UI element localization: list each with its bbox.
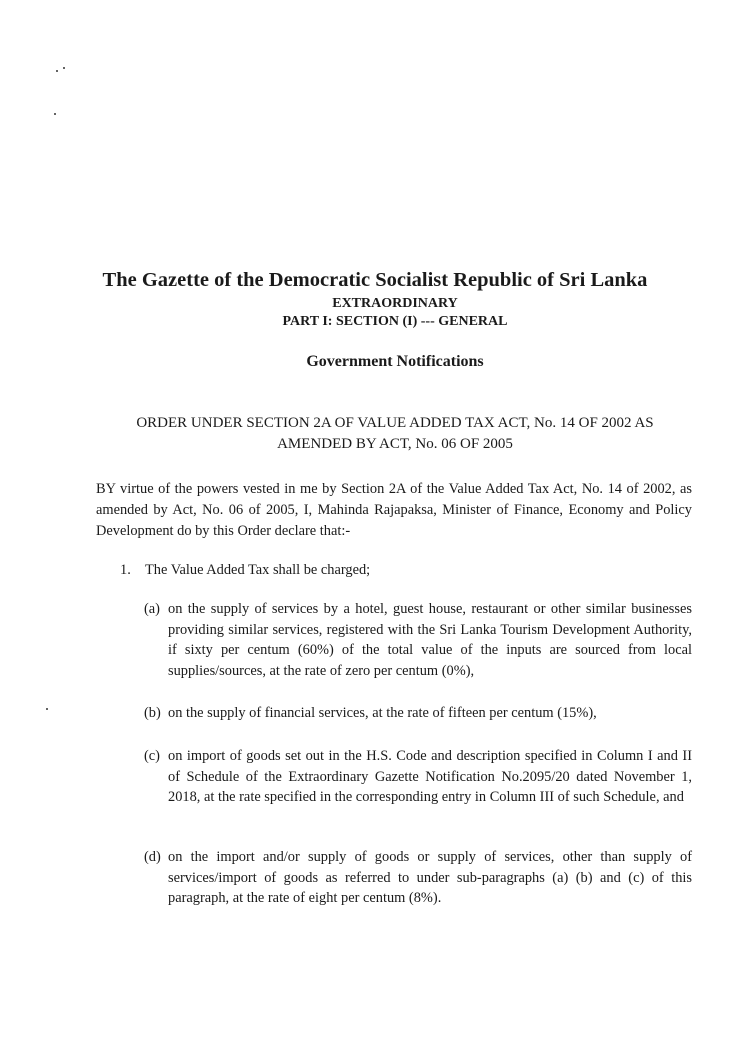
subitem-text: on the supply of services by a hotel, guest house, restaurant or other similar businesses providing similar services, registered with the Sri Lanka Tourism Development Authority, if sixty per centum (60%) of the total value of the inputs are sourced from local supplies/sources, at the rate of zero per centum (0%), bbox=[168, 601, 692, 679]
subitem-c bbox=[144, 746, 692, 808]
item-1 bbox=[120, 560, 370, 581]
subitem-d bbox=[144, 847, 692, 909]
item-1-text: The Value Added Tax shall be charged; bbox=[145, 562, 371, 578]
section-heading: Government Notifications bbox=[306, 353, 484, 370]
scan-speck bbox=[56, 70, 58, 72]
scan-speck bbox=[54, 113, 56, 115]
subitem-text: on the supply of financial services, at the rate of fifteen per centum (15%), bbox=[168, 705, 597, 721]
subitem-label: (d) bbox=[144, 849, 161, 865]
subitem-a bbox=[144, 599, 692, 681]
order-heading bbox=[110, 413, 680, 455]
scan-speck bbox=[63, 67, 65, 69]
scan-speck bbox=[46, 708, 48, 710]
gazette-part-section: PART I: SECTION (I) --- GENERAL bbox=[282, 314, 508, 329]
order-heading-line2: AMENDED BY ACT, No. 06 OF 2005 bbox=[277, 436, 513, 452]
gazette-title: The Gazette of the Democratic Socialist Republic of Sri Lanka bbox=[102, 269, 648, 291]
subitem-label: (c) bbox=[144, 748, 160, 764]
item-1-number: 1. bbox=[120, 562, 131, 578]
subitem-label: (a) bbox=[144, 601, 160, 617]
subitem-label: (b) bbox=[144, 705, 161, 721]
gazette-extraordinary: EXTRAORDINARY bbox=[332, 296, 458, 311]
order-heading-line1: ORDER UNDER SECTION 2A OF VALUE ADDED TAX ACT, No. 14 OF 2002 AS bbox=[136, 415, 654, 431]
subitem-text: on import of goods set out in the H.S. Code and description specified in Column I and II of Schedule of the Extraordinary Gazette Notification No.2095/20 dated November 1, 2018, at the rate specified in the corresponding entry in Column III of such Schedule, and bbox=[168, 748, 692, 806]
subitem-b bbox=[144, 703, 692, 724]
intro-paragraph: BY virtue of the powers vested in me by Section 2A of the Value Added Tax Act, No. 14 of 2002, as amended by Act, No. 06 of 2005, I, Mahinda Rajapaksa, Minister of Finance, Economy and Policy Development do by this Order declare that:- bbox=[96, 481, 692, 539]
subitem-text: on the import and/or supply of goods or supply of services, other than supply of services/import of goods as referred to under sub-paragraphs (a) (b) and (c) of this paragraph, at the rate of eight per centum (8%). bbox=[168, 849, 692, 907]
